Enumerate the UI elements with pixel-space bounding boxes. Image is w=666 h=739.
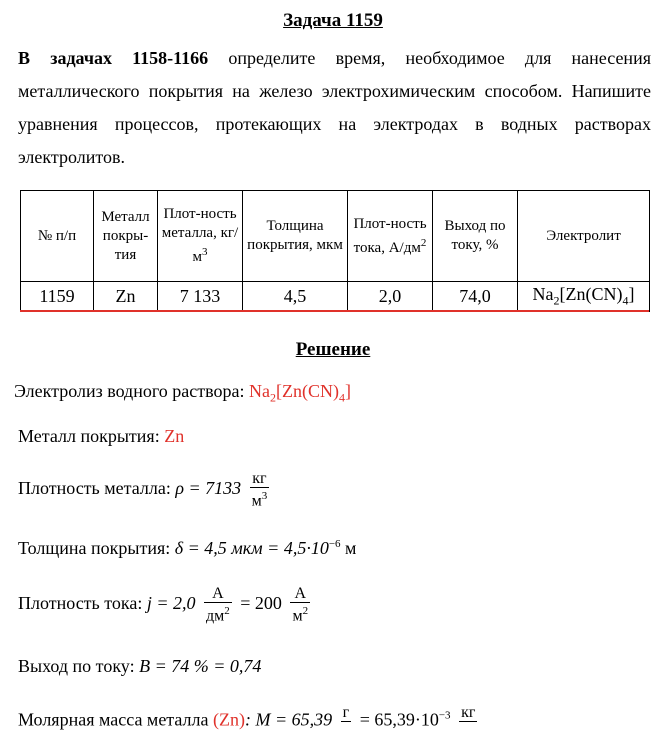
cell-metal: Zn <box>94 282 158 312</box>
table-row <box>21 282 650 312</box>
cell-number: 1159 <box>21 282 94 312</box>
table-header-row <box>21 191 650 282</box>
task-range: В задачах 1158-1166 <box>18 48 209 68</box>
thickness-value: δ = 4,5 мкм = 4,5·10 <box>174 538 329 558</box>
cell-current-yield: 74,0 <box>433 282 518 312</box>
header-thickness: Толщина покрытия, мкм <box>243 191 348 282</box>
current-value: j = 2,0 <box>146 592 196 613</box>
current-unit-1: $\frac{А}{дм^2}$ <box>206 585 230 625</box>
cell-thickness: 4,5 <box>243 282 348 312</box>
metal-symbol: Zn <box>164 426 185 446</box>
electrolyte-formula: $Na_2[Zn(CN)_4]$ <box>249 381 351 405</box>
density-value: ρ = 7133 <box>175 477 242 498</box>
header-number: № п/п <box>21 191 94 282</box>
cell-current-density: 2,0 <box>348 282 433 312</box>
data-table <box>20 190 650 312</box>
line-electrolysis: Электролиз водного раствора: $Na_2[Zn(CN)_4]$ <box>14 381 351 405</box>
line-current-density: Плотность тока: j = 2,0 $\frac{А}{дм^2}$ = 200 $\frac{А}{м^2}$ <box>18 585 309 625</box>
cell-density: 7 133 <box>158 282 243 312</box>
header-electrolyte: Электролит <box>518 191 650 282</box>
task-title: Задача 1159 <box>283 10 383 31</box>
header-current-density: Плот-ность тока, $А/дм^2$ <box>348 191 433 282</box>
molar-value: : M = 65,39 <box>244 709 333 730</box>
table-underline <box>20 310 649 312</box>
line-metal: Металл покрытия: Zn <box>18 426 185 446</box>
header-current-yield: Выход по току, % <box>433 191 518 282</box>
molar-metal: (Zn) <box>213 709 245 730</box>
current-value-converted: = 200 <box>240 592 282 613</box>
solution-title: Решение <box>295 339 371 360</box>
line-thickness: Толщина покрытия: δ = 4,5 мкм = $4,5\cdot 10^{-6}$ м <box>18 538 357 558</box>
cell-electrolyte: $Na_2[Zn(CN)_4]$ <box>518 282 650 312</box>
line-current-yield: Выход по току: B = 74 % = 0,74 <box>18 656 262 676</box>
density-unit: $\frac{кг}{м^3}$ <box>251 470 268 510</box>
line-molar-mass: Молярная масса металла (Zn): M = 65,39 г = $65,39\cdot 10^{-3}$ кг <box>18 704 481 739</box>
molar-unit-2: кг <box>461 704 476 721</box>
current-unit-2: $\frac{А}{м^2}$ <box>292 585 309 625</box>
header-metal: Металл покры-тия <box>94 191 158 282</box>
molar-unit-1: г <box>342 704 350 721</box>
task-statement <box>18 42 651 174</box>
yield-value: B = 74 % = 0,74 <box>139 656 262 676</box>
line-density: Плотность металла: ρ = 7133 $\frac{кг}{м^3}$ <box>18 470 268 510</box>
task-text: определите время, необходимое для нанесения металлического покрытия на железо электрохимическим способом. Напишите уравнения процессов, протекающих на электродах в водных растворах электролитов. <box>18 48 651 167</box>
header-density: Плот-ность металла, $кг/м^3$ <box>158 191 243 282</box>
